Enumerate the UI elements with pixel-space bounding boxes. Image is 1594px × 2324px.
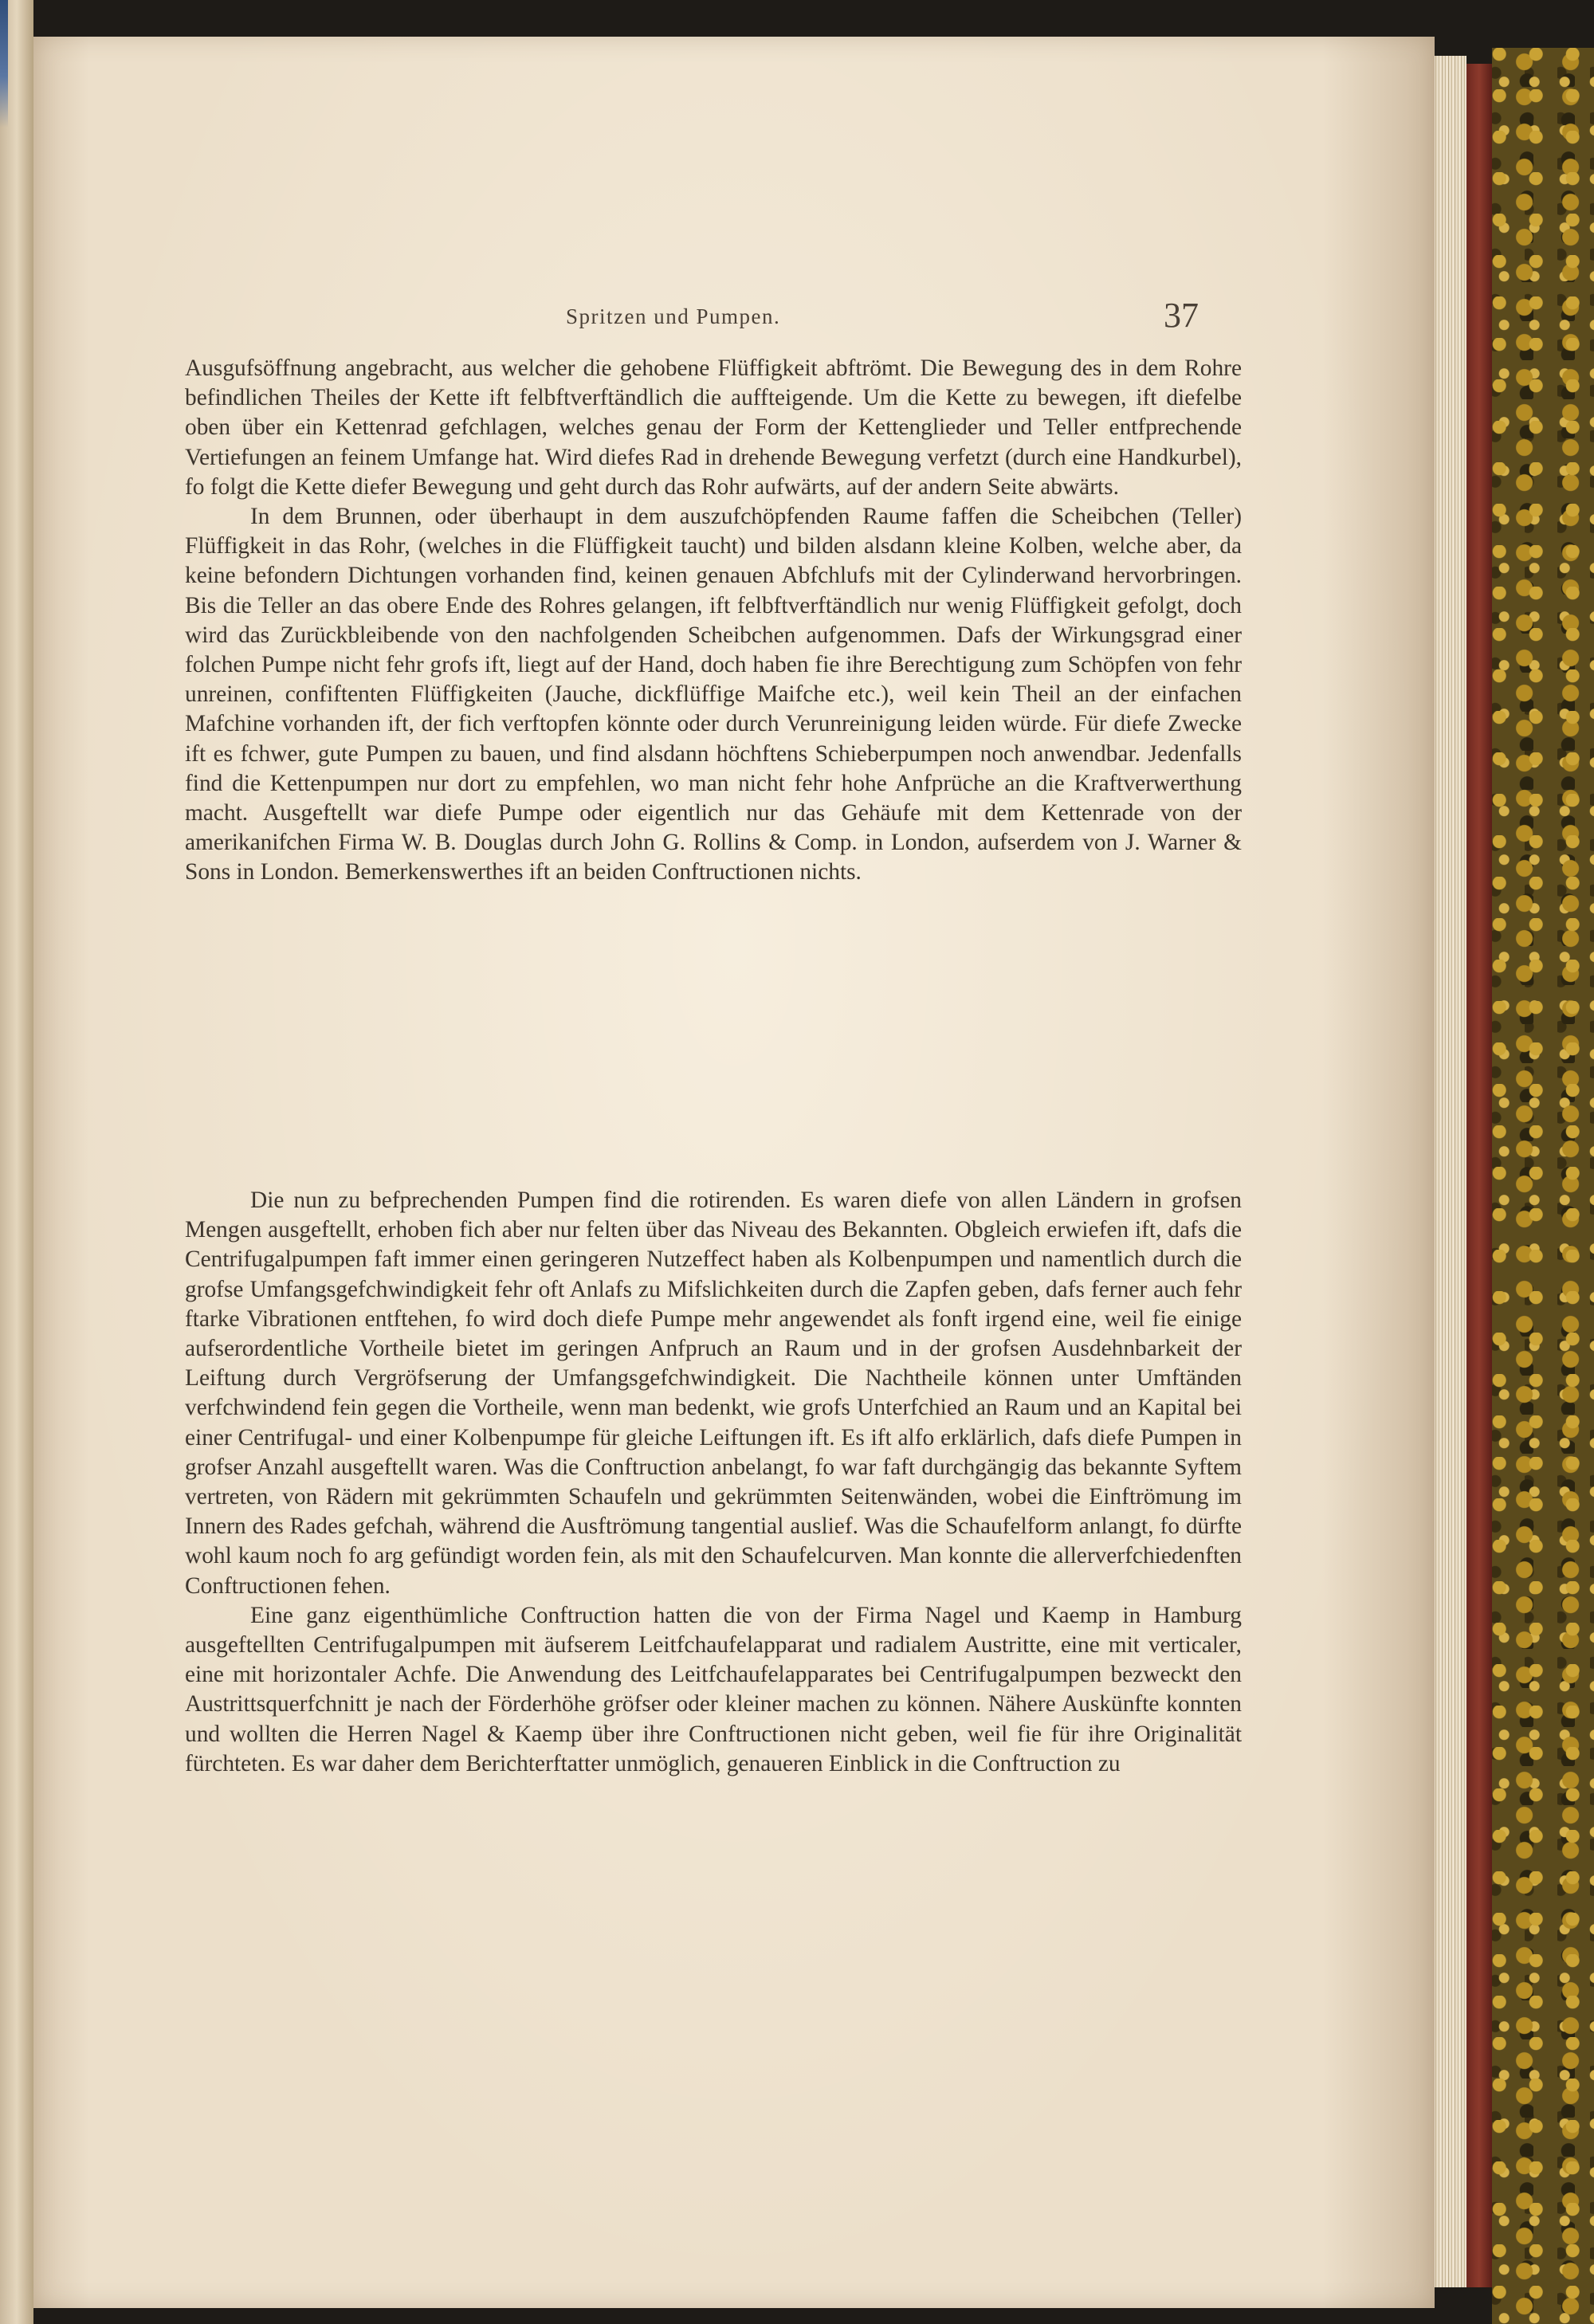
marbled-cover	[1492, 48, 1594, 2324]
running-head-title: Spritzen und Pumpen.	[566, 304, 781, 328]
background	[1435, 0, 1594, 48]
book-binding	[1466, 64, 1492, 2287]
page-number: 37	[1164, 296, 1199, 335]
cover-fragment	[0, 0, 8, 128]
paragraph: Ausgufsöffnung angebracht, aus welcher die gehobene Flüffigkeit abftrömt. Die Bewegung des in dem Rohre befindlichen Theiles der Kette ift felbftverftändlich die auffteigende. Um die Kette zu bewegen, ift diefelbe oben über ein Kettenrad gefchlagen, welches genau der Form der Kettenglieder und Teller entfprechende Vertiefungen an feinem Umfange hat. Wird diefes Rad in drehende Bewegung verfetzt (durch eine Handkurbel), fo folgt die Kette diefer Bewegung und geht durch das Rohr aufwärts, auf der andern Seite abwärts.	[185, 355, 1242, 500]
text-section-rotary-pumps	[185, 1186, 1242, 1779]
paragraph: Die nun zu befprechenden Pumpen find die rotirenden. Es waren diefe von allen Ländern in grofsen Mengen ausgeftellt, erhoben fich aber nur felten über das Niveau des Bekannten. Obgleich erwiefen ift, dafs die Centrifugalpumpen faft immer einen geringeren Nutzeffect haben als Kolbenpumpen und namentlich durch die grofse Umfangsgefchwindigkeit fehr oft Anlafs zu Mifslichkeiten durch die Zapfen geben, dafs ferner auch fehr ftarke Vibrationen entftehen, fo wird doch diefe Pumpe mehr angewendet als fonft irgend eine, weil fie einige aufserordentliche Vortheile bietet im geringen Anfpruch an Raum und in der grofsen Ausdehnbarkeit der Leiftung durch Vergröfserung der Umfangsgefchwindigkeit. Die Nachtheile können unter Umftänden verfchwindend fein gegen die Vortheile, wenn man bedenkt, wie grofs Unterfchied an Raum und an Kapital bei einer Centrifugal- und einer Kolbenpumpe für gleiche Leiftungen ift. Es ift alfo erklärlich, dafs diefe Pumpen in grofser Anzahl ausgeftellt waren. Was die Conftruction anbelangt, fo war faft durchgängig das bekannte Syftem vertreten, von Rädern mit gekrümmten Schaufeln und gekrümmten Seitenwänden, wobei die Einftrömung im Innern des Rades gefchah, während die Ausftrömung tangential auslief. Was die Schaufelform anlangt, fo dürfte wohl kaum noch fo arg gefündigt worden fein, als mit den Schaufelcurven. Man konnte die allerverfchiedenften Conftructionen fehen.	[185, 1188, 1242, 1599]
running-head	[33, 296, 1435, 340]
paragraph: In dem Brunnen, oder überhaupt in dem auszufchöpfenden Raume faffen die Scheibchen (Teller) Flüffigkeit in das Rohr, (welches in die Flüffigkeit taucht) und bilden alsdann kleine Kolben, welche aber, da keine befondern Dichtungen vorhanden find, keinen genauen Abfchlufs mit der Cylinderwand hervorbringen. Bis die Teller an das obere Ende des Rohres gelangen, ift felbftverftändlich nur wenig Flüffigkeit gefolgt, doch wird das Zurückbleibende von den nachfolgenden Scheibchen aufgenommen. Dafs der Wirkungsgrad einer folchen Pumpe nicht fehr grofs ift, liegt auf der Hand, doch haben fie ihre Berechtigung zum Schöpfen von fehr unreinen, confiftenten Flüffigkeiten (Jauche, dickflüffige Maifche etc.), weil kein Theil an der einfachen Mafchine vorhanden ift, der fich verftopfen könnte oder durch Verunreinigung leiden würde. Für diefe Zwecke ift es fchwer, gute Pumpen zu bauen, und find alsdann höchftens Schieberpumpen noch anwendbar. Jedenfalls find die Kettenpumpen nur dort zu empfehlen, wo man nicht fehr hohe Anfprüche an die Kraftverwerthung macht. Ausgeftellt war diefe Pumpe oder eigentlich nur das Gehäufe mit dem Kettenrade von der amerikanifchen Firma W. B. Douglas durch John G. Rollins & Comp. in London, aufserdem von J. Warner & Sons in London. Bemerkenswerthes ift an beiden Conftructionen nichts.	[185, 504, 1242, 885]
text-section-chain-pumps	[185, 354, 1242, 888]
book-page	[33, 37, 1435, 2308]
paragraph: Eine ganz eigenthümliche Conftruction hatten die von der Firma Nagel und Kaemp in Hamburg ausgeftellten Centrifugalpumpen mit äufserem Leitfchaufelapparat und radialem Austritte, eine mit verticaler, eine mit horizontaler Achfe. Die Anwendung des Leitfchaufelapparates bei Centrifugalpumpen bezweckt den Austrittsquerfchnitt je nach der Förderhöhe gröfser oder kleiner machen zu können. Nähere Auskünfte konnten und wollten die Herren Nagel & Kaemp über ihre Conftructionen nicht geben, weil fie für ihre Originalität fürchteten. Es war daher dem Berichterftatter unmöglich, genaueren Einblick in die Conftruction zu	[185, 1602, 1242, 1776]
facing-page-edge	[0, 0, 33, 2324]
